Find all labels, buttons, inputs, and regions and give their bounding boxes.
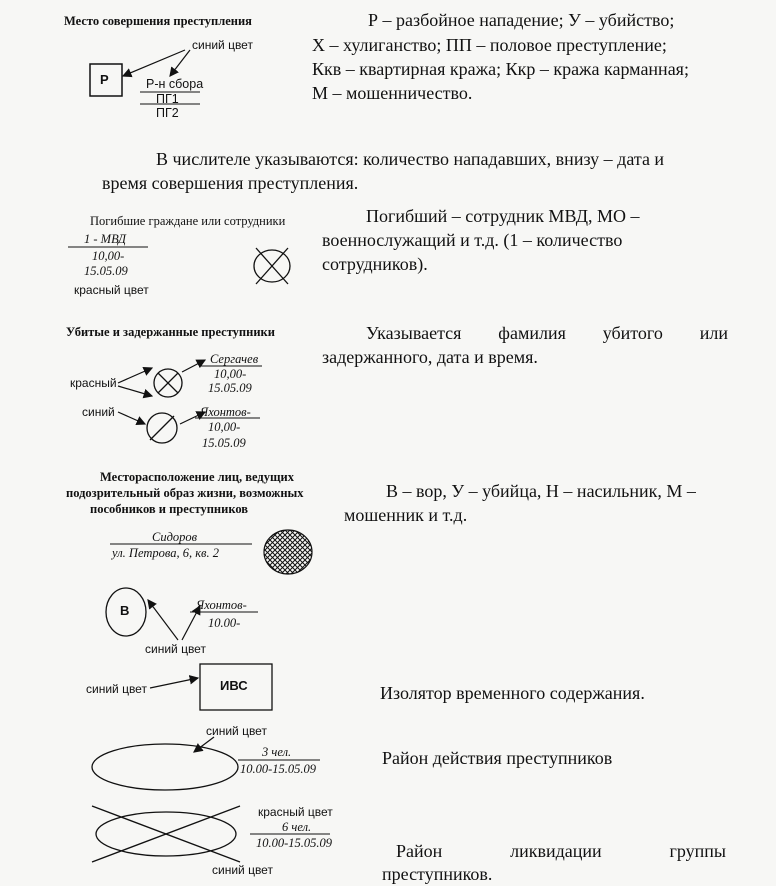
heading-dead: Погибшие граждане или сотрудники [90,214,286,228]
area-color-label: синий цвет [206,724,267,738]
action-area-ellipse [92,744,238,790]
desc5: Изолятор временного содержания. [380,683,645,703]
desc2-line2: военнослужащий и т.д. (1 – количество [322,230,623,250]
hatched-circle-icon [264,530,312,574]
fraction-bot: ПГ2 [156,106,179,120]
note-line1: В числителе указываются: количество нападавших, внизу – дата и [156,149,665,169]
area-frac-bot: 10.00-15.05.09 [240,762,317,776]
criminal-name-2: Яхонтов- [200,405,251,419]
desc2-line3: сотрудников). [322,254,428,274]
color-label-blue: синий цвет [192,38,253,52]
desc1-line2: Х – хулиганство; ПП – половое преступление; [312,35,667,55]
dead-frac-bot2: 15.05.09 [84,264,128,278]
criminal-name-1: Сергачев [210,352,259,366]
heading-suspects-2: подозрительный образ жизни, возможных [66,486,304,500]
desc2-line1: Погибший – сотрудник МВД, МО – [366,206,640,226]
desc1-line1: Р – разбойное нападение; У – убийство; [368,10,675,30]
desc1-line4: М – мошенничество. [312,83,473,103]
suspect-name: Сидоров [152,530,198,544]
ivs-color-label: синий цвет [86,682,147,696]
dead-color-label: красный цвет [74,283,149,297]
heading-suspects-3: пособников и преступников [90,502,249,516]
fraction-top: Р-н сбора [146,77,204,91]
criminal-time-2a: 10,00- [208,420,241,434]
desc7-line2: преступников. [382,864,493,884]
label-red: красный [70,376,117,390]
liq-frac-bot: 10.00-15.05.09 [256,836,333,850]
area-frac-top: 3 чел. [262,745,292,759]
liq-frac-top: 6 чел. [282,820,312,834]
arrow-to-fraction [170,50,190,76]
desc6: Район действия преступников [382,748,613,768]
criminal-time-1b: 15.05.09 [208,381,252,395]
suspect-color-label: синий цвет [145,642,206,656]
dead-frac-top: 1 - МВД [84,232,126,246]
desc4-line2: мошенник и т.д. [344,505,468,525]
heading-suspects-1: Месторасположение лиц, ведущих [100,470,295,484]
criminal-time-2b: 15.05.09 [202,436,246,450]
box-letter: Р [100,72,109,87]
criminal-time-1a: 10,00- [214,367,247,381]
liq-color-label-blue: синий цвет [212,863,273,877]
ivs-box-text: ИВС [220,678,248,693]
desc7-line1: Район ликвидации группы [396,841,726,861]
desc3-line2: задержанного, дата и время. [322,347,538,367]
desc3-line1: Указывается фамилия убитого или [366,323,728,343]
arrow-to-box [123,50,185,76]
suspect-name-2: Яхонтов- [196,598,247,612]
note-line2: время совершения преступления. [102,173,359,193]
desc1-line3: Ккв – квартирная кража; Ккр – кража карманная; [312,59,689,79]
suspect-time-2: 10.00- [208,616,241,630]
liq-color-label-red: красный цвет [258,805,333,819]
heading-crime-place: Место совершения преступления [64,14,252,28]
heading-criminals: Убитые и задержанные преступники [66,325,275,339]
dead-frac-bot1: 10,00- [92,249,125,263]
suspect-circle-letter: В [120,603,130,618]
suspect-address: ул. Петрова, 6, кв. 2 [112,546,219,560]
fraction-mid: ПГ1 [156,92,179,106]
label-blue: синий [82,405,115,419]
desc4-line1: В – вор, У – убийца, Н – насильник, М – [386,481,696,501]
